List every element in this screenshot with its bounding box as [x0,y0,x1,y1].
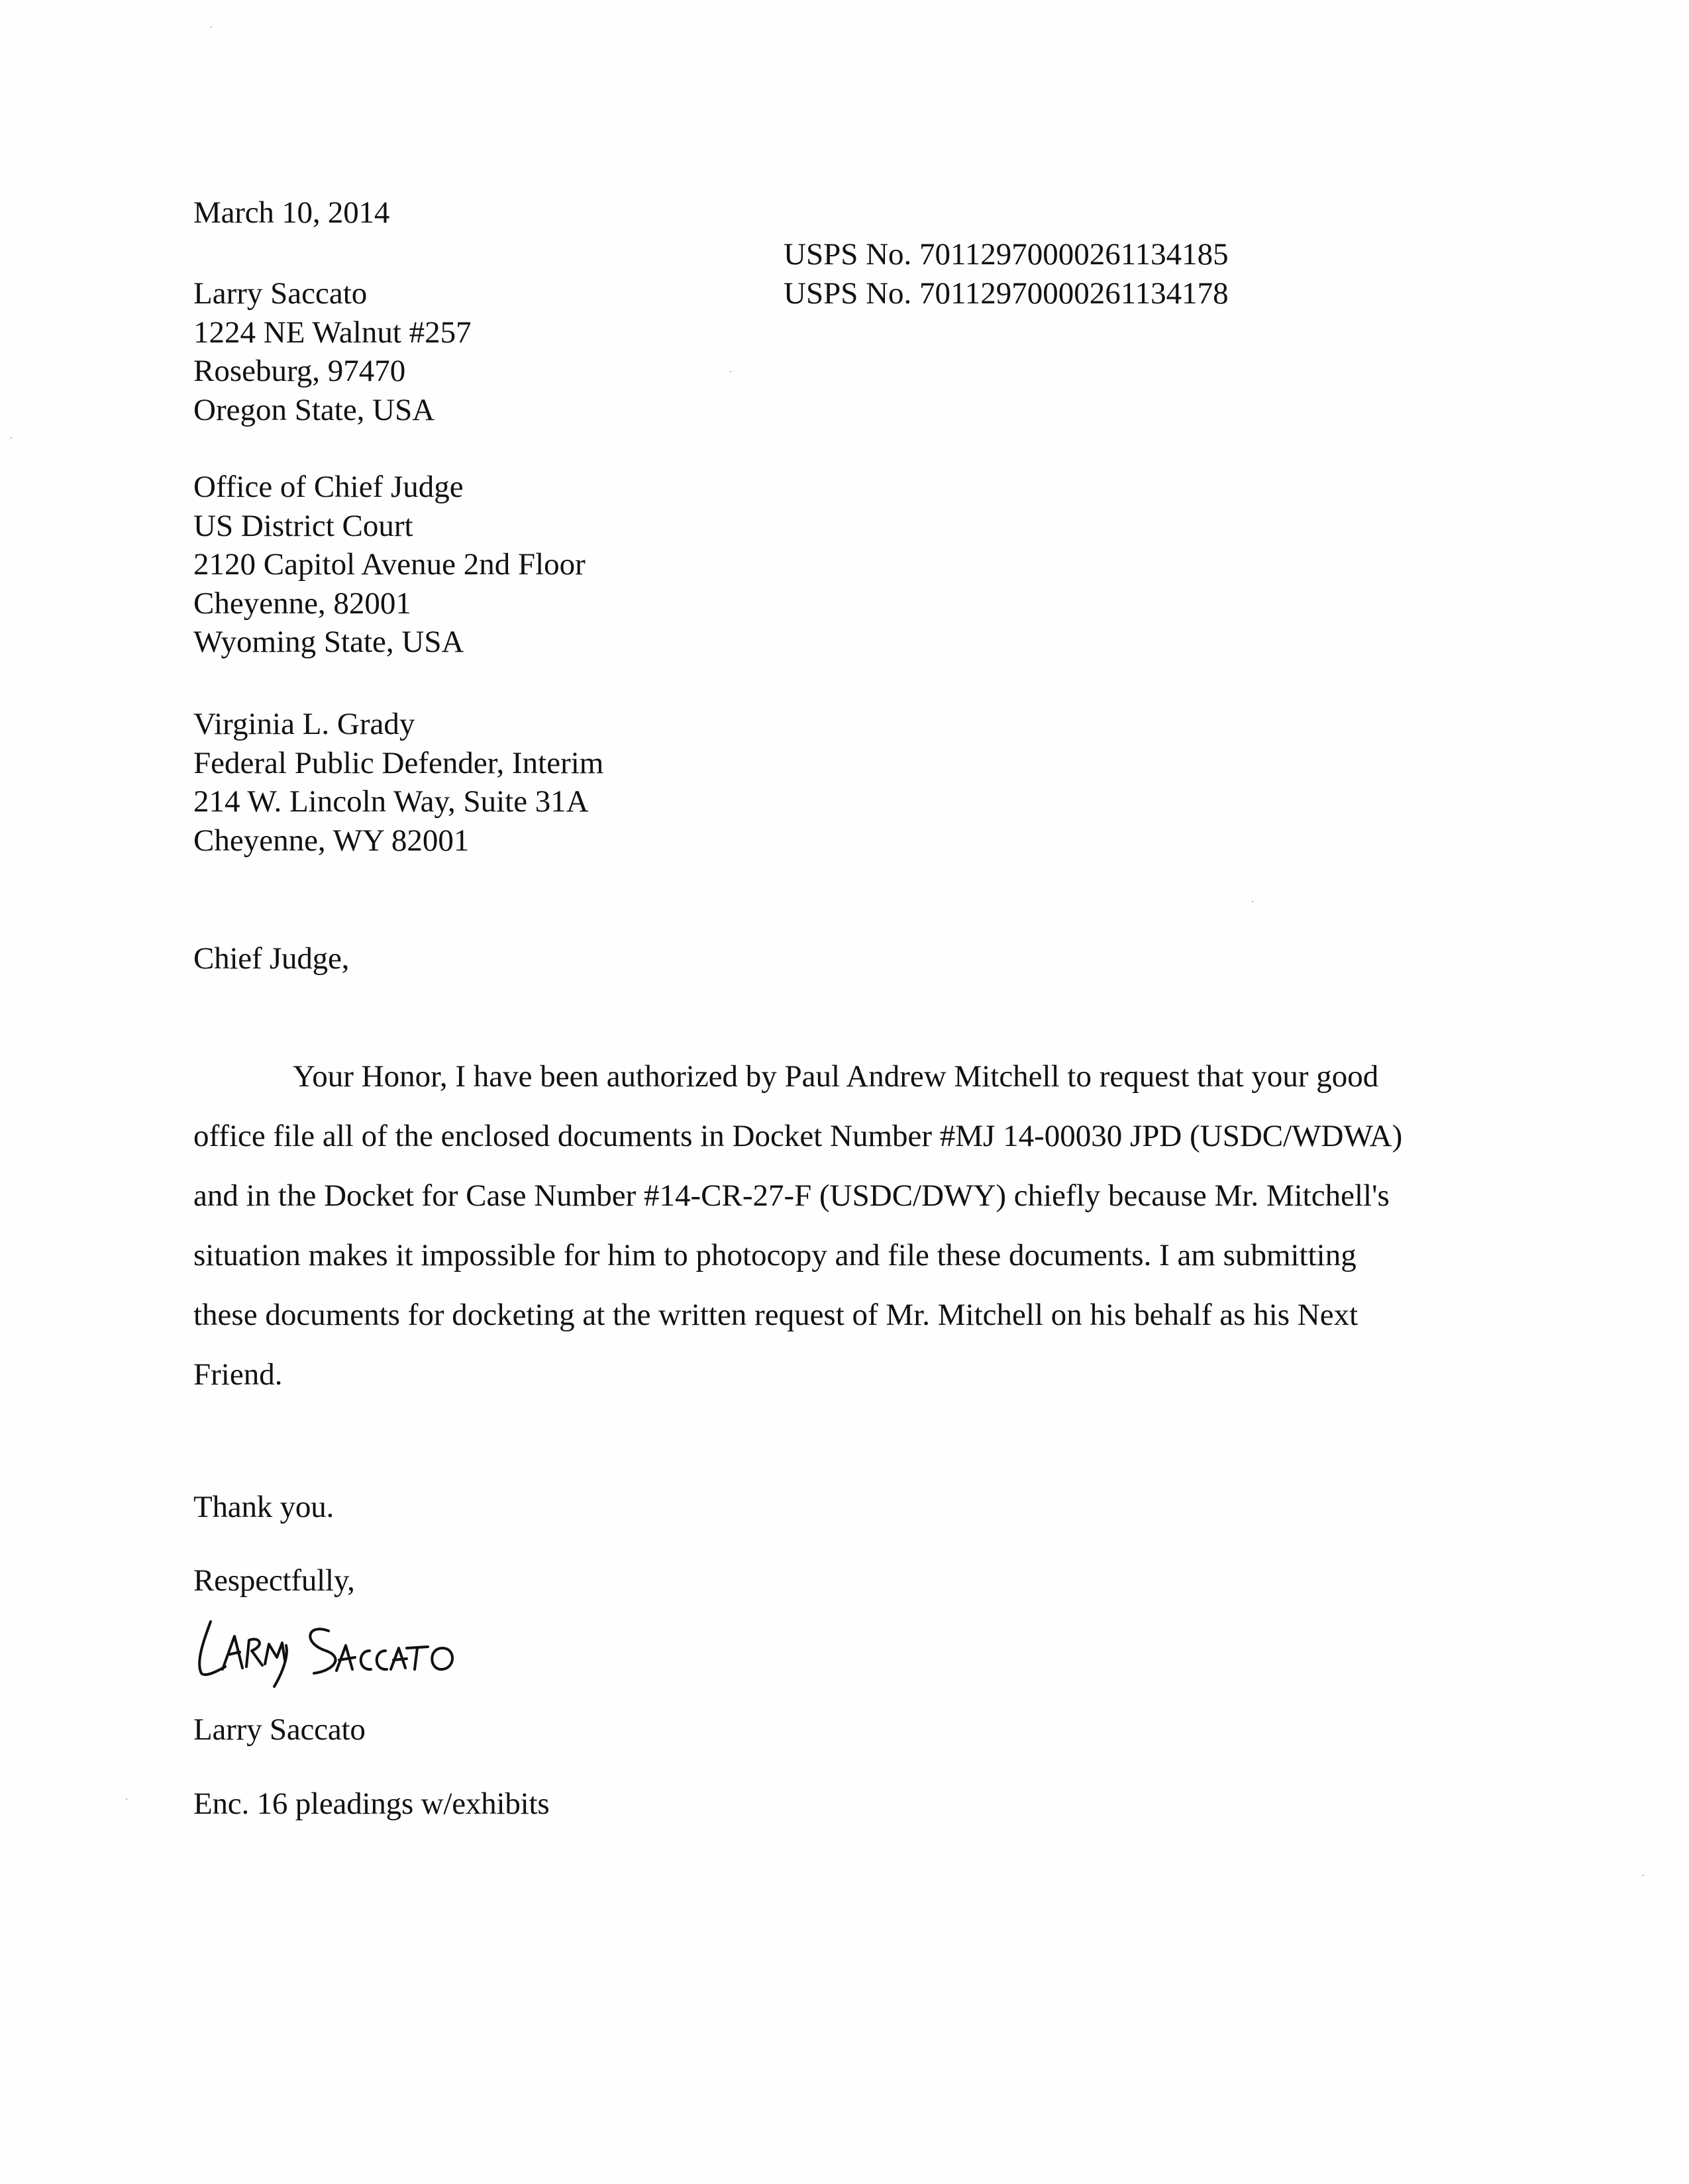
body-line: situation makes it impossible for him to photocopy and file these documents. I am submitting [193,1238,1356,1273]
recipient-city: Cheyenne, 82001 [193,586,411,621]
defender-name: Virginia L. Grady [193,707,415,741]
scan-speck [1252,901,1253,902]
sender-address [193,274,472,429]
handwritten-signature [196,1616,527,1696]
scan-speck [11,437,12,439]
recipient-office: Office of Chief Judge [193,470,464,504]
scan-speck [1643,1875,1644,1876]
scan-speck [126,1798,127,1800]
scan-speck [730,371,731,372]
sender-street: 1224 NE Walnut #257 [193,315,472,350]
sender-name: Larry Saccato [193,276,368,311]
body-line: office file all of the enclosed documents in Docket Number #MJ 14-00030 JPD (USDC/WDWA) [193,1119,1403,1153]
body-paragraph [193,1047,1505,1404]
thank-you: Thank you. [193,1490,334,1524]
body-line: Friend. [193,1357,283,1392]
body-line: these documents for docketing at the written request of Mr. Mitchell on his behalf as his Next [193,1298,1358,1332]
recipient-defender-address [193,705,603,860]
salutation: Chief Judge, [193,941,350,976]
signer-name: Larry Saccato [193,1712,366,1747]
recipient-court-address [193,468,586,662]
tracking-number: USPS No. 70112970000261134178 [784,276,1229,311]
tracking-numbers [784,235,1229,313]
sender-city: Roseburg, 97470 [193,354,406,388]
tracking-number: USPS No. 70112970000261134185 [784,237,1229,272]
signature-icon [196,1616,527,1696]
closing: Respectfully, [193,1563,355,1598]
defender-title: Federal Public Defender, Interim [193,745,604,780]
sender-country: Oregon State, USA [193,392,435,427]
recipient-street: 2120 Capitol Avenue 2nd Floor [193,547,586,582]
recipient-court: US District Court [193,508,413,543]
defender-city: Cheyenne, WY 82001 [193,823,470,858]
recipient-country: Wyoming State, USA [193,625,464,659]
defender-street: 214 W. Lincoln Way, Suite 31A [193,784,589,819]
body-line: Your Honor, I have been authorized by Paul Andrew Mitchell to request that your good [293,1059,1379,1094]
body-line: and in the Docket for Case Number #14-CR-27-F (USDC/DWY) chiefly because Mr. Mitchell's [193,1178,1390,1213]
scan-speck [211,26,212,28]
letter-date: March 10, 2014 [193,195,390,230]
enclosure-note: Enc. 16 pleadings w/exhibits [193,1787,550,1821]
